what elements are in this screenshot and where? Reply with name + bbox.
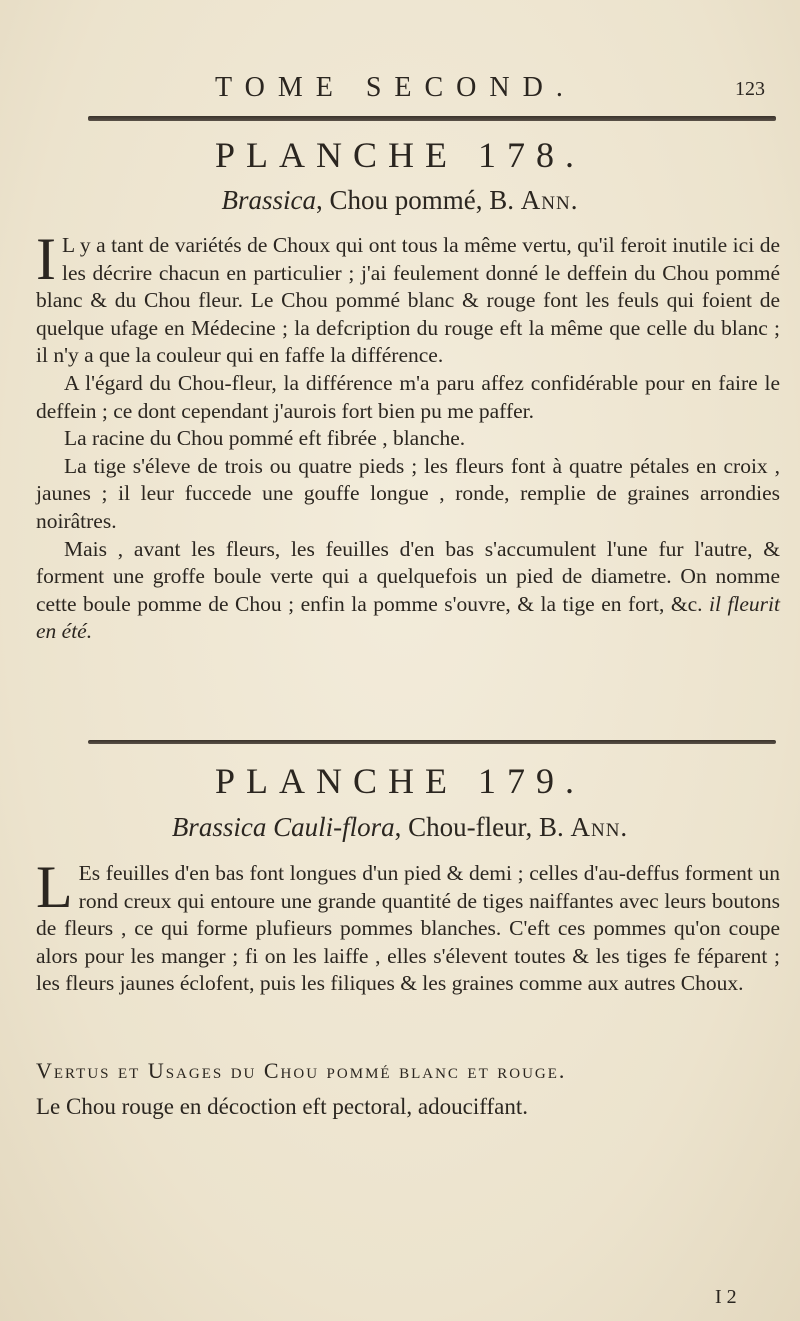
plate-179-latin-name: Brassica Cauli-flora bbox=[171, 812, 395, 842]
plate-179-annual: Ann. bbox=[570, 812, 629, 842]
plate-178-paragraph-1: I L y a tant de variétés de Choux qui ont tous la même vertu, qu'il feroit inutile ici de les décrire chacun en particulier ; j'ai feulement donné le deffein du Chou pommé blanc & du Chou fleur. Le Chou pommé blanc & rouge font les feuls qui foient de quelque ufage en Médecine ; la defcription du rouge eft la même que celle du blanc ; il n'y a que la couleur qui en faffe la différence. bbox=[36, 226, 780, 368]
plate-178-text bbox=[36, 226, 780, 646]
plate-178-latin-name: Brassica bbox=[221, 185, 317, 215]
plate-178-subheading bbox=[0, 185, 800, 216]
plate-178-dropcap: I bbox=[36, 226, 56, 292]
page-number: 123 bbox=[735, 78, 765, 100]
plate-178-annual: Ann. bbox=[520, 185, 579, 215]
virtues-first-line: Le Chou rouge en décoction eft pectoral, adouciffant. bbox=[36, 1094, 528, 1119]
plate-178-flowering-note: il fleurit en été. bbox=[36, 591, 780, 644]
middle-rule bbox=[88, 740, 776, 744]
plate-179-common-name: , Chou-fleur, B. bbox=[394, 812, 564, 842]
plate-178-paragraph-4: La tige s'éleve de trois ou quatre pieds ; les fleurs font à quatre pétales en croix , jaunes ; il leur fuccede une gouffe longue , ronde, remplie de graines arrondies noirâtres. bbox=[36, 453, 780, 533]
plate-178-heading: PLANCHE 178. bbox=[214, 135, 585, 175]
plate-179-text bbox=[36, 854, 780, 998]
plate-178-paragraph-5: Mais , avant les fleurs, les feuilles d'en bas s'accumulent l'une fur l'autre, & forment une groffe boule verte qui a quelquefois un pied de diametre. On nomme cette boule pomme de Chou ; enfin la pomme s'ouvre, & la tige en fort, &c. il fleurit en été. bbox=[36, 536, 780, 644]
plate-179-subheading bbox=[0, 812, 800, 843]
plate-179-paragraph: L Es feuilles d'en bas font longues d'un pied & demi ; celles d'au-deffus forment un rond creux qui entoure une grande quantité de tiges naiffantes avec leurs boutons de fleurs , ce qui forme plufieurs pommes blanches. C'eft ces pommes qu'on coupe alors pour les manger ; fi on les laiffe , elles s'élevent toutes & les tiges fe féparent ; les fleurs jaunes éclofent, puis les filiques & les graines comme aux autres Choux. bbox=[36, 854, 780, 996]
running-head bbox=[0, 68, 800, 108]
top-rule bbox=[88, 116, 776, 121]
plate-178-paragraph-2: A l'égard du Chou-fleur, la différence m'a paru affez confidérable pour en faire le deffein ; ce dont cependant j'aurois fort bien pu me paffer. bbox=[36, 370, 780, 423]
plate-178-common-name: , Chou pommé, B. bbox=[316, 185, 515, 215]
virtues-section-heading: Vertus et Usages du Chou pommé blanc et rouge. bbox=[36, 1058, 567, 1083]
running-title: TOME SECOND. bbox=[215, 72, 576, 103]
plate-179-heading: PLANCHE 179. bbox=[214, 761, 585, 801]
signature-mark: I 2 bbox=[715, 1286, 737, 1308]
plate-178-paragraph-3: La racine du Chou pommé eft fibrée , blanche. bbox=[64, 426, 466, 451]
plate-179-dropcap: L bbox=[36, 854, 73, 920]
